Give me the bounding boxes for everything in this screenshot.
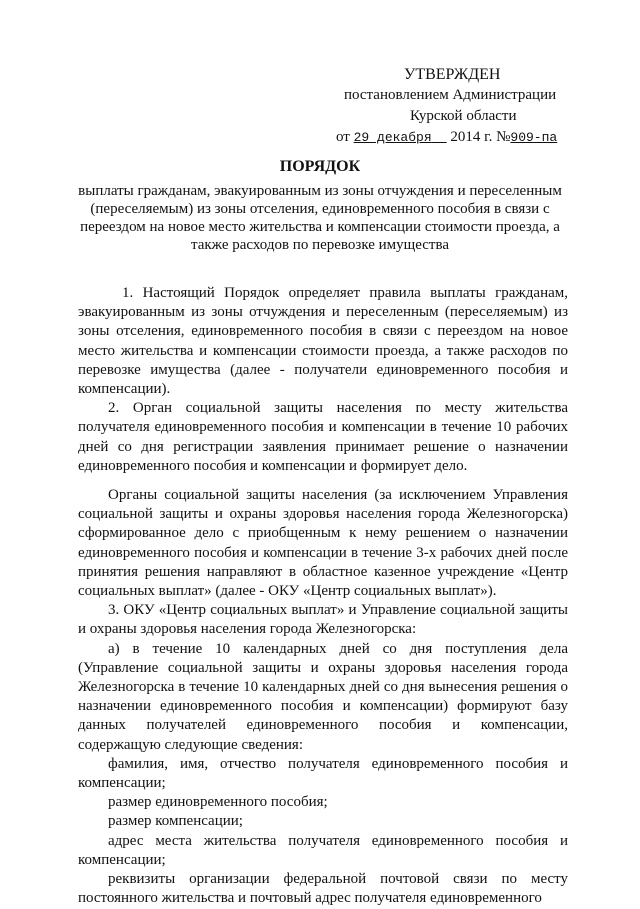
document-body [78,284,568,909]
date-year: 2014 г. № [450,129,511,145]
paragraph-1: 1. Настоящий Порядок определяет правила выплаты гражданам, эвакуированным из зоны отчуждения и переселенным (переселяемым) из зоны отселения, единовременного пособия в связи с переездом на новое место жительства и компенсации стоимости проезда, а также расходов по перевозке имущества (далее - получатели единовременного пособия и компенсации). [78,285,568,398]
date-day-month: 29 декабря [353,130,432,145]
document-subtitle: выплаты гражданам, эвакуированным из зоны отчуждения и переселенным (переселяемым) из зоны отселения, единовременного пособия в связи с переездом на новое место жительства и компенсации стоимости проезда, а также расходов по перевозке имущества [78,183,562,253]
paragraph-5: а) в течение 10 календарных дней со дня поступления дела (Управление социальной защиты и охраны здоровья населения города Железногорска в течение 10 календарных дней со дня вынесения решения о назначении единовременного пособия и компенсации) формируют базу данных получателей единовременного пособия и компенсации, содержащую следующие сведения: [78,640,568,753]
paragraph-4: 3. ОКУ «Центр социальных выплат» и Управление социальной защиты и охраны здоровья населения города Железногорска: [78,602,568,638]
approval-region: Курской области [410,108,517,124]
list-item: адрес места жительства получателя единовременного пособия и компенсации; [78,832,568,868]
list-item: реквизиты организации федеральной почтовой связи по месту постоянного жительства и почтовый адрес получателя единовременного [78,871,568,907]
list-item: размер компенсации; [108,813,243,830]
paragraph-2: 2. Орган социальной защиты населения по месту жительства получателя единовременного пособия и компенсации в течение 10 рабочих дней со дня регистрации заявления принимает решение о назначении единовременного пособия и компенсации и формирует дело. [78,400,568,474]
document-title-block [60,158,580,254]
date-prefix: от [336,129,350,145]
list-item: размер единовременного пособия; [108,794,328,811]
approval-by: постановлением Администрации [344,87,557,103]
approval-stamp: УТВЕРЖДЕН [404,66,501,83]
list-item: фамилия, имя, отчество получателя единовременного пособия и компенсации; [78,755,568,792]
approval-date-line [330,127,610,148]
document-number: 909-па [510,130,558,145]
approval-block [330,64,610,148]
document-heading: ПОРЯДОК [279,158,361,175]
paragraph-3: Органы социальной защиты населения (за исключением Управления социальной защиты и охраны здоровья населения города Железногорска) сформированное дело с приобщенным к нему решением о назначении единовременного пособия и компенсации в течение 3-х рабочих дней после принятия решения направляют в областное казенное учреждение «Центр социальных выплат» (далее - ОКУ «Центр социальных выплат»). [78,487,568,600]
